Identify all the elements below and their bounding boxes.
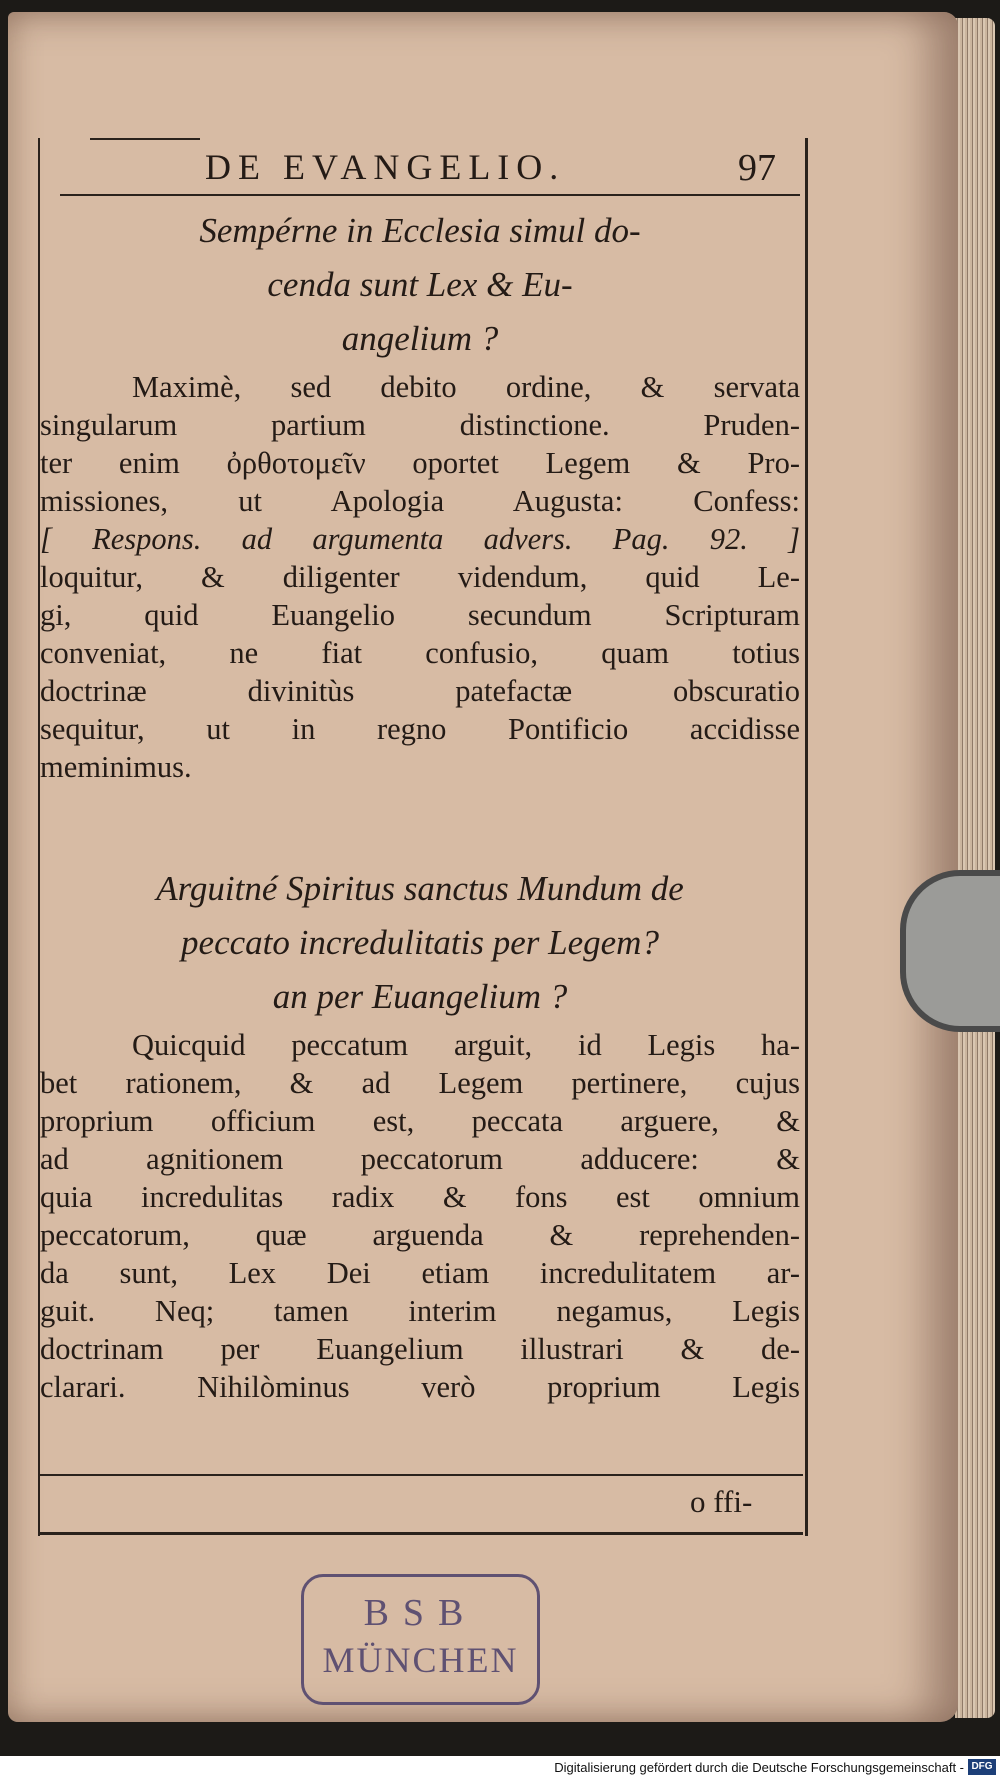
text-line: ad agnitionem peccatorum adducere: & [40,1142,800,1176]
text-line: doctrinæ divinitùs patefactæ obscuratio [40,674,800,708]
bookmark-tab [900,870,1000,1032]
text-line: peccatorum, quæ arguenda & reprehenden- [40,1218,800,1252]
text-line: bet rationem, & ad Legem pertinere, cujus [40,1066,800,1100]
question-line: angelium ? [341,319,499,358]
text-line: loquitur, & diligenter videndum, quid Le- [40,560,800,594]
text-line: sequitur, ut in regno Pontificio accidisse [40,712,800,746]
text-line: ter enim ὀρθοτομεῖν oportet Legem & Pro- [40,446,800,480]
stamp-line: BSB [363,1592,478,1634]
stamp-line: MÜNCHEN [322,1640,519,1680]
page-edges [955,18,995,1718]
catchword: o ffi- [690,1484,753,1519]
question-line: an per Euangelium ? [272,977,568,1016]
question-line: peccato incredulitatis per Legem? [181,923,659,962]
citation-text: [ Respons. ad argumenta advers. Pag. 92. ] [40,522,800,556]
footer-rule [38,1474,803,1476]
text-line: proprium officium est, peccata arguere, & [40,1104,800,1138]
text-line: conveniat, ne fiat confusio, quam totius [40,636,800,670]
text-line: doctrinam per Euangelium illustrari & de- [40,1332,800,1366]
text-line: clarari. Nihilòminus verò proprium Legis [40,1370,800,1404]
text-line: meminimus. [40,750,192,784]
bottom-frame-rule [38,1532,803,1535]
header-rule [60,194,800,196]
text-line: Quicquid peccatum arguit, id Legis ha- [132,1028,800,1062]
running-title: DE EVANGELIO. [205,147,566,187]
question-line: Sempérne in Ecclesia simul do- [199,211,641,250]
answer-paragraph [40,368,800,786]
dfg-logo-icon: DFG [968,1759,996,1775]
question-line: Arguitné Spiritus sanctus Mundum de [156,869,684,908]
header-rule-short [90,138,200,140]
answer-paragraph [40,1026,800,1406]
question-heading [40,204,800,366]
text-line: missiones, ut Apologia Augusta: Confess: [40,484,800,518]
funding-credit: Digitalisierung gefördert durch die Deutsche Forschungsgemeinschaft - [554,1760,964,1775]
footer-bar [0,1756,1000,1782]
page-number: 97 [738,147,776,189]
question-heading [40,862,800,1024]
text-line [40,520,800,558]
text-line: da sunt, Lex Dei etiam incredulitatem ar- [40,1256,800,1290]
text-line: singularum partium distinctione. Pruden- [40,408,800,442]
text-line: Maximè, sed debito ordine, & servata [132,370,800,404]
question-line: cenda sunt Lex & Eu- [267,265,573,304]
text-line: guit. Neq; tamen interim negamus, Legis [40,1294,800,1328]
library-stamp [301,1574,540,1705]
text-line: gi, quid Euangelio secundum Scripturam [40,598,800,632]
text-line: quia incredulitas radix & fons est omnium [40,1180,800,1214]
